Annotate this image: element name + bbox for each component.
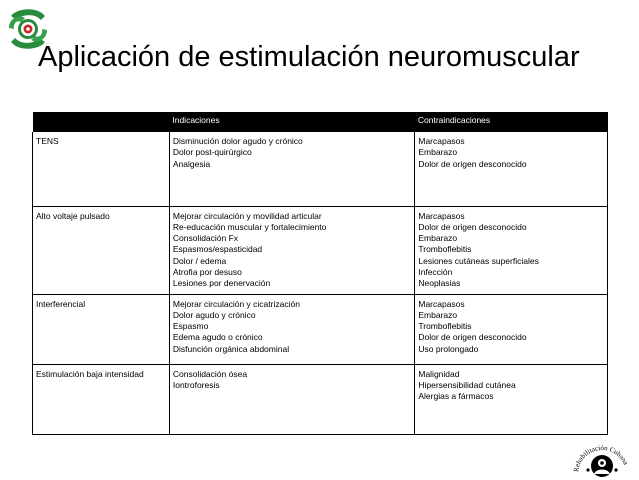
contraindication-item: Tromboflebitis: [418, 244, 472, 255]
table-header-row: [33, 112, 608, 132]
contraindications-cell: [415, 206, 608, 294]
table-row: [33, 294, 608, 364]
indication-item: Disfunción orgánica abdominal: [172, 343, 290, 354]
indication-item: Consolidación ósea: [172, 368, 248, 379]
neuromuscular-stimulation-table: [32, 112, 608, 435]
indication-item: Atrofia por desuso: [172, 266, 242, 277]
table-row: [33, 206, 608, 294]
indication-item: Re-educación muscular y fortalecimiento: [172, 221, 327, 232]
slide-title: Aplicación de estimulación neuromuscular: [38, 41, 580, 73]
indication-item: Dolor post-quirúrgico: [172, 147, 252, 158]
modality-name: Interferencial: [36, 298, 86, 309]
modality-name: Estimulación baja intensidad: [36, 368, 144, 379]
contraindication-item: Marcapasos: [418, 136, 465, 146]
indication-item: Espasmo: [172, 321, 209, 332]
indications-cell: [169, 364, 415, 434]
modality-cell: [33, 206, 170, 294]
contraindication-item: Uso prolongado: [418, 343, 479, 354]
indication-item: Dolor / edema: [172, 255, 227, 266]
indication-item: Disminución dolor agudo y crónico: [172, 136, 303, 146]
indication-item: Analgesia: [172, 158, 211, 169]
modality-name: TENS: [36, 136, 59, 146]
modality-cell: [33, 294, 170, 364]
contraindication-item: Marcapasos: [418, 298, 465, 309]
indication-item: Consolidación Fx: [172, 233, 239, 244]
contraindication-item: Dolor de origen desconocido: [418, 332, 527, 343]
contraindication-item: Lesiones cutáneas superficiales: [418, 255, 539, 266]
indications-cell: [169, 206, 415, 294]
indications-cell: [169, 132, 415, 206]
modality-cell: [33, 132, 170, 206]
indication-item: Mejorar circulación y cicatrización: [172, 298, 300, 309]
contraindication-item: Tromboflebitis: [418, 321, 472, 332]
indication-item: Lesiones por denervación: [172, 278, 271, 289]
indication-item: Dolor agudo y crónico: [172, 309, 256, 320]
contraindication-item: Neoplasias: [418, 278, 461, 289]
contraindication-item: Infección: [418, 266, 453, 277]
modality-cell: [33, 364, 170, 434]
contraindication-item: Embarazo: [418, 309, 458, 320]
modality-name: Alto voltaje pulsado: [36, 210, 110, 221]
indication-item: Iontroforesis: [172, 379, 220, 390]
contraindications-cell: [415, 132, 608, 206]
contraindication-item: Malignidad: [418, 368, 460, 379]
header-contraindications: Contraindicaciones: [417, 115, 491, 125]
table-row: [33, 364, 608, 434]
contraindication-item: Dolor de origen desconocido: [418, 158, 527, 169]
contraindications-cell: [415, 294, 608, 364]
contraindication-item: Dolor de origen desconocido: [418, 221, 527, 232]
svg-text:Rehabilitación Cubana: Rehabilitación Cubana: [572, 443, 630, 473]
table-row: [33, 132, 608, 206]
indication-item: Mejorar circulación y movilidad articular: [172, 210, 322, 221]
contraindications-cell: [415, 364, 608, 434]
contraindication-item: Embarazo: [418, 147, 458, 158]
header-indications: Indicaciones: [172, 115, 220, 125]
contraindication-item: Marcapasos: [418, 210, 465, 221]
contraindication-item: Hipersensibilidad cutánea: [418, 379, 516, 390]
contraindication-item: Embarazo: [418, 233, 458, 244]
indication-item: Edema agudo o crónico: [172, 332, 263, 343]
contraindication-item: Alergias a fármacos: [418, 391, 494, 402]
rehabilitacion-cubana-seal-icon: [566, 430, 636, 478]
header-modality: [33, 112, 170, 132]
indication-item: Espasmos/espasticidad: [172, 244, 263, 255]
indications-cell: [169, 294, 415, 364]
